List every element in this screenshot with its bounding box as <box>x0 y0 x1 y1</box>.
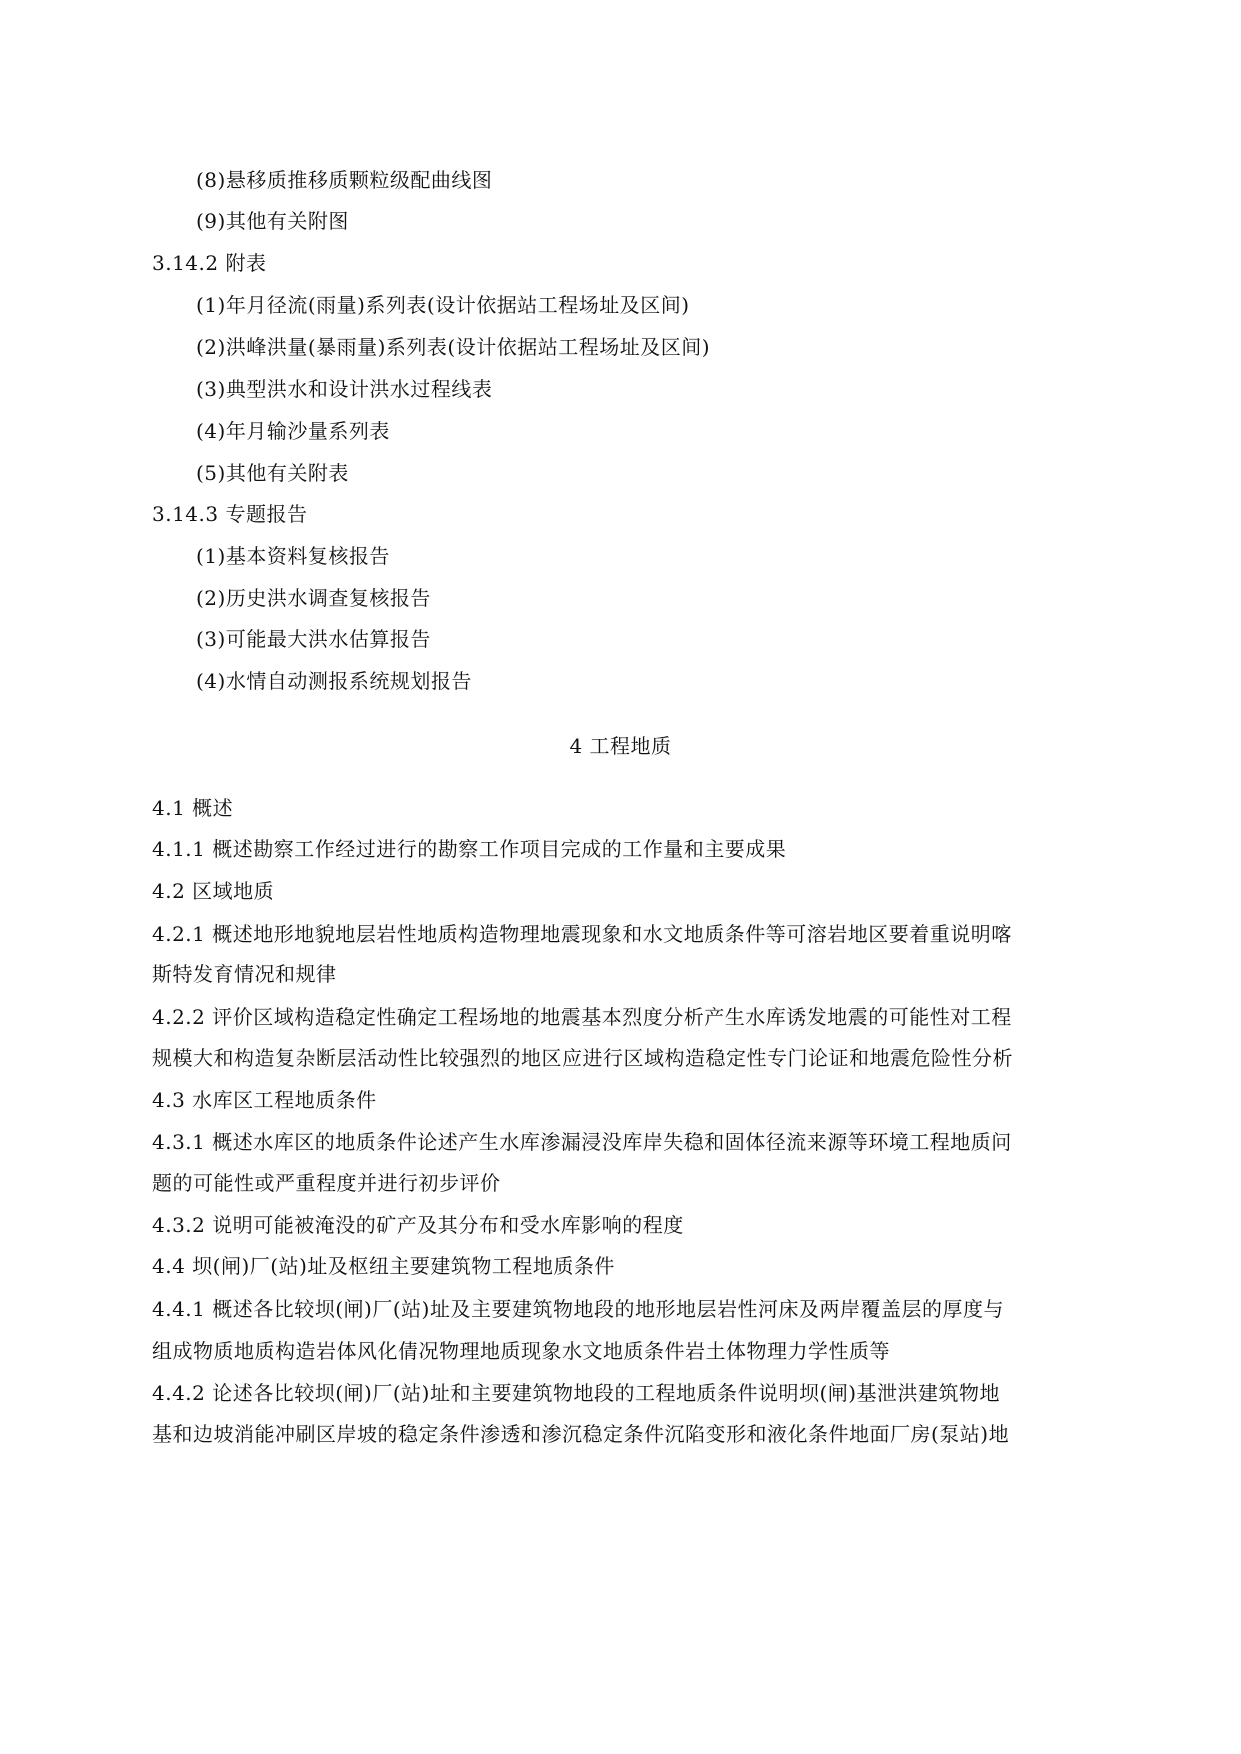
paragraph: 4.3.2 说明可能被淹没的矿产及其分布和受水库影响的程度 <box>152 1213 684 1237</box>
paragraph-continuation: 基和边坡消能冲刷区岸坡的稳定条件渗透和渗沉稳定条件沉陷变形和液化条件地面厂房(泵站)地 <box>152 1422 1010 1446</box>
list-item-2: (2)历史洪水调查复核报告 <box>196 586 431 610</box>
list-item-1: (1)基本资料复核报告 <box>196 544 390 568</box>
section-heading: 4.4 坝(闸)厂(站)址及枢纽主要建筑物工程地质条件 <box>152 1254 615 1278</box>
paragraph-continuation: 组成物质地质构造岩体风化倩况物理地质现象水文地质条件岩土体物理力学性质等 <box>152 1339 890 1363</box>
subsection-heading: 3.14.2 附表 <box>152 251 267 275</box>
paragraph: 4.2.1 概述地形地貌地层岩性地质构造物理地震现象和水文地质条件等可溶岩地区要着重说明喀 <box>152 922 1012 946</box>
list-item-1: (1)年月径流(雨量)系列表(设计依据站工程场址及区间) <box>196 293 690 317</box>
paragraph: 4.4.2 论述各比较坝(闸)厂(站)址和主要建筑物地段的工程地质条件说明坝(闸)基泄洪建筑物地 <box>152 1381 1001 1405</box>
paragraph: 4.1.1 概述勘察工作经过进行的勘察工作项目完成的工作量和主要成果 <box>152 837 787 861</box>
paragraph-continuation: 斯特发育情况和规律 <box>152 962 337 986</box>
paragraph: 4.4.1 概述各比较坝(闸)厂(站)址及主要建筑物地段的地形地层岩性河床及两岸覆盖层的厚度与 <box>152 1297 1004 1321</box>
paragraph-continuation: 题的可能性或严重程度并进行初步评价 <box>152 1171 501 1195</box>
paragraph: 4.3.1 概述水库区的地质条件论述产生水库渗漏浸没库岸失稳和固体径流来源等环境工程地质问 <box>152 1130 1012 1154</box>
subsection-heading: 3.14.3 专题报告 <box>152 502 308 526</box>
section-heading: 4.2 区域地质 <box>152 879 275 903</box>
chapter-title: 4 工程地质 <box>569 734 672 758</box>
paragraph: 4.2.2 评价区域构造稳定性确定工程场地的地震基本烈度分析产生水库诱发地震的可能性对工程 <box>152 1005 1012 1029</box>
section-heading: 4.3 水库区工程地质条件 <box>152 1088 377 1112</box>
list-item-9: (9)其他有关附图 <box>196 209 349 233</box>
list-item-3: (3)可能最大洪水估算报告 <box>196 627 431 651</box>
section-heading: 4.1 概述 <box>152 796 234 820</box>
paragraph-continuation: 规模大和构造复杂断层活动性比较强烈的地区应进行区域构造稳定性专门论证和地震危险性分析 <box>152 1046 1013 1070</box>
list-item-5: (5)其他有关附表 <box>196 461 349 485</box>
list-item-8: (8)悬移质推移质颗粒级配曲线图 <box>196 168 493 192</box>
list-item-4: (4)水情自动测报系统规划报告 <box>196 669 472 693</box>
list-item-4: (4)年月输沙量系列表 <box>196 419 390 443</box>
list-item-3: (3)典型洪水和设计洪水过程线表 <box>196 377 493 401</box>
list-item-2: (2)洪峰洪量(暴雨量)系列表(设计依据站工程场址及区间) <box>196 335 711 359</box>
